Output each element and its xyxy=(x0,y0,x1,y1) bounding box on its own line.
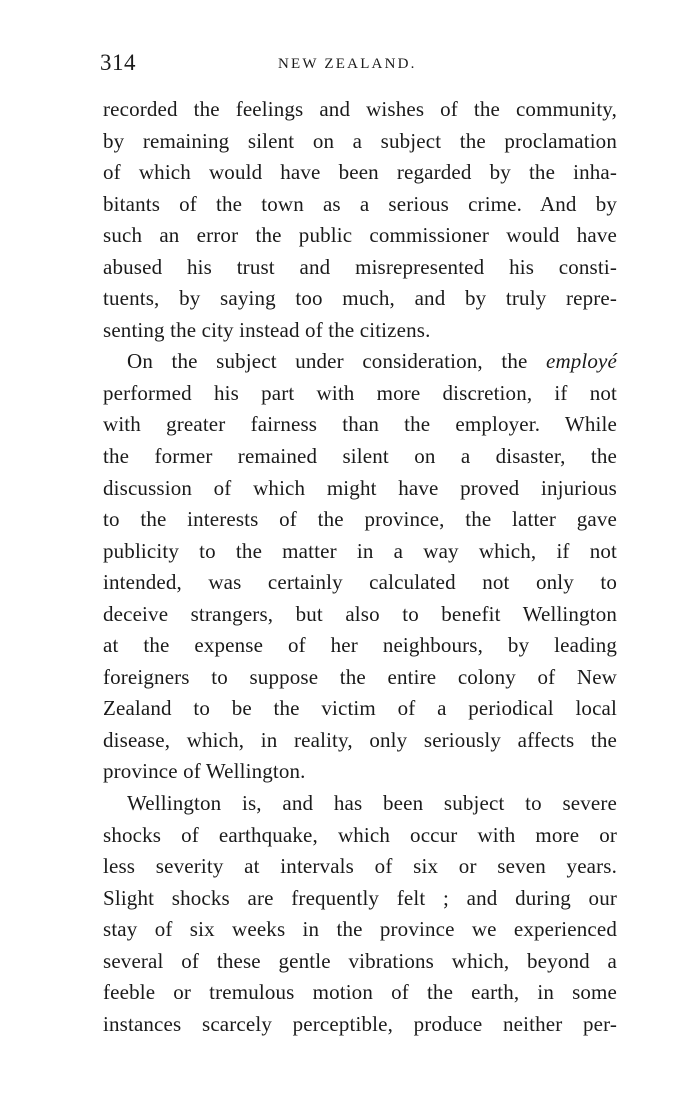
text-line: of which would have been regarded by the inha- xyxy=(103,160,617,185)
text-line: with greater fairness than the employer. While xyxy=(103,412,617,437)
text-line: discussion of which might have proved injurious xyxy=(103,475,617,500)
running-head xyxy=(100,50,620,82)
text-line: bitants of the town as a serious crime. And by xyxy=(103,191,617,216)
text-run: On the subject under consideration, the xyxy=(127,349,546,374)
text-line: province of Wellington. xyxy=(103,759,306,784)
text-line: Wellington is, and has been subject to severe xyxy=(127,791,617,816)
text-line: senting the city instead of the citizens. xyxy=(103,317,431,342)
running-title: NEW ZEALAND. xyxy=(278,56,417,72)
text-line: several of these gentle vibrations which, beyond a xyxy=(103,948,617,973)
text-line: deceive strangers, but also to benefit Wellington xyxy=(103,601,617,626)
text-line: publicity to the matter in a way which, if not xyxy=(103,538,617,563)
text-line: the former remained silent on a disaster, the xyxy=(103,444,617,469)
page-number: 314 xyxy=(100,50,136,75)
text-line: foreigners to suppose the entire colony of New xyxy=(103,664,617,689)
body-text xyxy=(103,94,617,1040)
text-line xyxy=(103,346,617,378)
text-line: to the interests of the province, the latter gave xyxy=(103,507,617,532)
text-line: performed his part with more discretion, if not xyxy=(103,380,617,405)
text-line: by remaining silent on a subject the proclamation xyxy=(103,128,617,153)
text-line: at the expense of her neighbours, by leading xyxy=(103,633,617,658)
text-line: instances scarcely perceptible, produce neither per- xyxy=(103,1011,617,1036)
text-line: feeble or tremulous motion of the earth, in some xyxy=(103,980,617,1005)
italic-word: employé xyxy=(545,349,617,374)
text-line: stay of six weeks in the province we experienced xyxy=(103,917,617,942)
text-line: less severity at intervals of six or seven years. xyxy=(103,854,617,879)
text-line: disease, which, in reality, only seriously affects the xyxy=(103,727,617,752)
text-line: Slight shocks are frequently felt ; and during our xyxy=(103,885,617,910)
text-line: intended, was certainly calculated not only to xyxy=(103,570,617,595)
text-line: tuents, by saying too much, and by truly repre- xyxy=(103,286,617,311)
text-line: shocks of earthquake, which occur with more or xyxy=(103,822,617,847)
text-line: recorded the feelings and wishes of the community, xyxy=(103,97,617,121)
text-line: such an error the public commissioner would have xyxy=(103,223,617,248)
text-line: Zealand to be the victim of a periodical local xyxy=(103,696,617,721)
text-line: abused his trust and misrepresented his consti- xyxy=(103,254,617,279)
